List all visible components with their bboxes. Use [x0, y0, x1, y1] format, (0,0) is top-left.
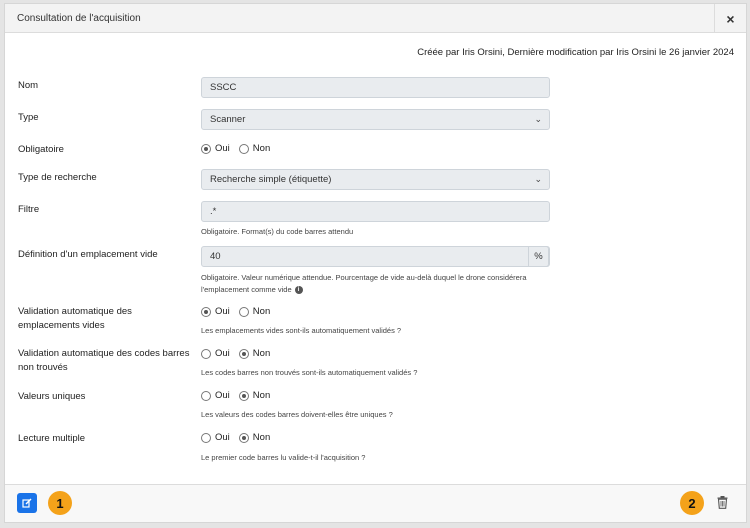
- percent-addon: %: [528, 246, 549, 267]
- valeurs-uniques-radio-group: [201, 390, 279, 401]
- type-label: Type: [18, 112, 39, 123]
- modal-header: [5, 4, 746, 33]
- obligatoire-radio-group: [201, 143, 279, 154]
- radio-checked-icon: [239, 391, 249, 401]
- obligatoire-non-radio[interactable]: Non: [239, 143, 270, 154]
- edit-button[interactable]: [17, 493, 37, 513]
- validation-emplacements-non-radio[interactable]: Non: [239, 306, 270, 317]
- validation-codes-help: Les codes barres non trouvés sont-ils automatiquement validés ?: [201, 368, 418, 377]
- info-icon[interactable]: i: [295, 286, 303, 294]
- modification-info: Créée par Iris Orsini, Dernière modification par Iris Orsini le 26 janvier 2024: [417, 47, 734, 58]
- lecture-multiple-help: Le premier code barres lu valide-t-il l'acquisition ?: [201, 453, 366, 462]
- lecture-multiple-radio-group: [201, 432, 279, 443]
- edit-icon: [22, 498, 32, 508]
- type-recherche-value: Recherche simple (étiquette): [210, 174, 332, 185]
- filtre-help: Obligatoire. Format(s) du code barres attendu: [201, 227, 354, 236]
- validation-codes-oui-radio[interactable]: Oui: [201, 348, 230, 359]
- nom-label: Nom: [18, 80, 39, 91]
- lecture-multiple-oui-radio[interactable]: Oui: [201, 432, 230, 443]
- radio-unchecked-icon: [239, 307, 249, 317]
- valeurs-uniques-oui-radio[interactable]: Oui: [201, 390, 230, 401]
- validation-emplacements-label: Validation automatique des emplacements vides: [18, 306, 132, 331]
- validation-codes-radio-group: [201, 348, 279, 359]
- radio-checked-icon: [239, 433, 249, 443]
- annotation-badge-2: 2: [680, 491, 704, 515]
- radio-unchecked-icon: [201, 391, 211, 401]
- obligatoire-oui-radio[interactable]: Oui: [201, 143, 230, 154]
- lecture-multiple-label: Lecture multiple: [18, 433, 86, 444]
- acquisition-modal: [4, 3, 747, 523]
- emplacement-vide-label: Définition d'un emplacement vide: [18, 249, 158, 260]
- modal-footer: [5, 484, 746, 522]
- chevron-down-icon: ⌄: [534, 114, 542, 124]
- delete-button[interactable]: [717, 496, 728, 512]
- valeurs-uniques-help: Les valeurs des codes barres doivent-elles être uniques ?: [201, 410, 393, 419]
- radio-unchecked-icon: [201, 433, 211, 443]
- radio-checked-icon: [239, 349, 249, 359]
- close-icon: ×: [726, 10, 735, 27]
- radio-unchecked-icon: [201, 349, 211, 359]
- filtre-label: Filtre: [18, 204, 40, 215]
- valeurs-uniques-label: Valeurs uniques: [18, 391, 86, 402]
- trash-icon: [717, 496, 728, 509]
- nom-input[interactable]: SSCC: [201, 77, 550, 98]
- type-value: Scanner: [210, 114, 246, 125]
- radio-checked-icon: [201, 307, 211, 317]
- annotation-badge-1: 1: [48, 491, 72, 515]
- emplacement-vide-input[interactable]: [201, 246, 550, 267]
- validation-emplacements-help: Les emplacements vides sont-ils automatiquement validés ?: [201, 326, 402, 335]
- validation-emplacements-oui-radio[interactable]: Oui: [201, 306, 230, 317]
- type-recherche-label: Type de recherche: [18, 172, 97, 183]
- validation-codes-label: Validation automatique des codes barres non trouvés: [18, 348, 190, 373]
- type-select[interactable]: [201, 109, 550, 130]
- emplacement-vide-help: Obligatoire. Valeur numérique attendue. Pourcentage de vide au-delà duquel le drone considérera l'emplacement comme vide i: [201, 273, 527, 294]
- radio-unchecked-icon: [239, 144, 249, 154]
- close-button[interactable]: [714, 4, 746, 33]
- radio-checked-icon: [201, 144, 211, 154]
- filtre-input[interactable]: .*: [201, 201, 550, 222]
- valeurs-uniques-non-radio[interactable]: Non: [239, 390, 270, 401]
- validation-codes-non-radio[interactable]: Non: [239, 348, 270, 359]
- validation-emplacements-radio-group: [201, 306, 279, 317]
- modal-title: Consultation de l'acquisition: [17, 13, 141, 24]
- type-recherche-select[interactable]: [201, 169, 550, 190]
- chevron-down-icon: ⌄: [534, 174, 542, 184]
- emplacement-vide-value: 40: [210, 251, 221, 262]
- obligatoire-label: Obligatoire: [18, 144, 64, 155]
- lecture-multiple-non-radio[interactable]: Non: [239, 432, 270, 443]
